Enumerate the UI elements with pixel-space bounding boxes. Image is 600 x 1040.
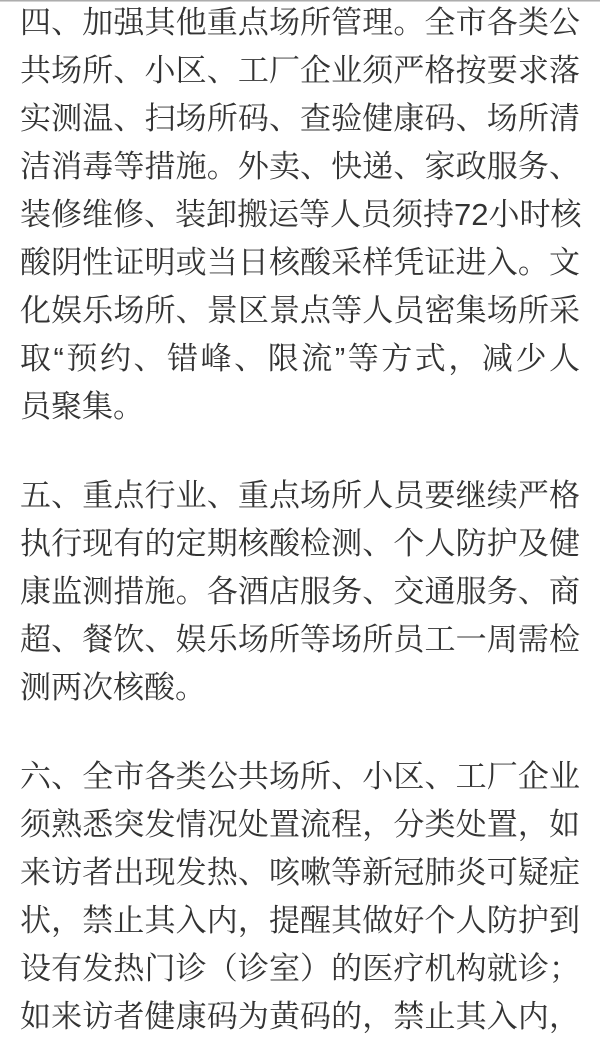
text-line: 须熟悉突发情况处置流程，分类处置，如 [20, 807, 580, 842]
text-line: 装修维修、装卸搬运等人员须持72小时核 [20, 197, 582, 232]
text-line: 取“预约、错峰、限流”等方式，减少人 [20, 341, 580, 376]
text-line: 如来访者健康码为黄码的，禁止其入内， [20, 999, 580, 1034]
text-line: 洁消毒等措施。外卖、快递、家政服务、 [20, 149, 580, 184]
text-line: 超、餐饮、娱乐场所等场所员工一周需检 [20, 622, 580, 657]
text-line: 来访者出现发热、咳嗽等新冠肺炎可疑症 [20, 855, 580, 890]
text-line: 设有发热门诊（诊室）的医疗机构就诊； [20, 951, 580, 986]
paragraph-item-six [20, 753, 580, 1040]
text-line: 员聚集。 [20, 389, 144, 424]
text-line: 实测温、扫场所码、查验健康码、场所清 [20, 101, 580, 136]
text-line: 状，禁止其入内，提醒其做好个人防护到 [20, 903, 580, 938]
text-line: 执行现有的定期核酸检测、个人防护及健 [20, 526, 580, 561]
text-line: 六、全市各类公共场所、小区、工厂企业 [20, 759, 580, 794]
text-line: 康监测措施。各酒店服务、交通服务、商 [20, 574, 580, 609]
text-line: 四、加强其他重点场所管理。全市各类公 [20, 5, 580, 40]
text-line: 酸阴性证明或当日核酸采样凭证进入。文 [20, 245, 580, 280]
text-line: 共场所、小区、工厂企业须严格按要求落 [20, 53, 580, 88]
text-line: 化娱乐场所、景区景点等人员密集场所采 [20, 293, 580, 328]
paragraph-item-four [20, 0, 580, 431]
text-line: 五、重点行业、重点场所人员要继续严格 [20, 478, 580, 513]
text-line: 测两次核酸。 [20, 670, 206, 705]
paragraph-item-five [20, 472, 580, 712]
